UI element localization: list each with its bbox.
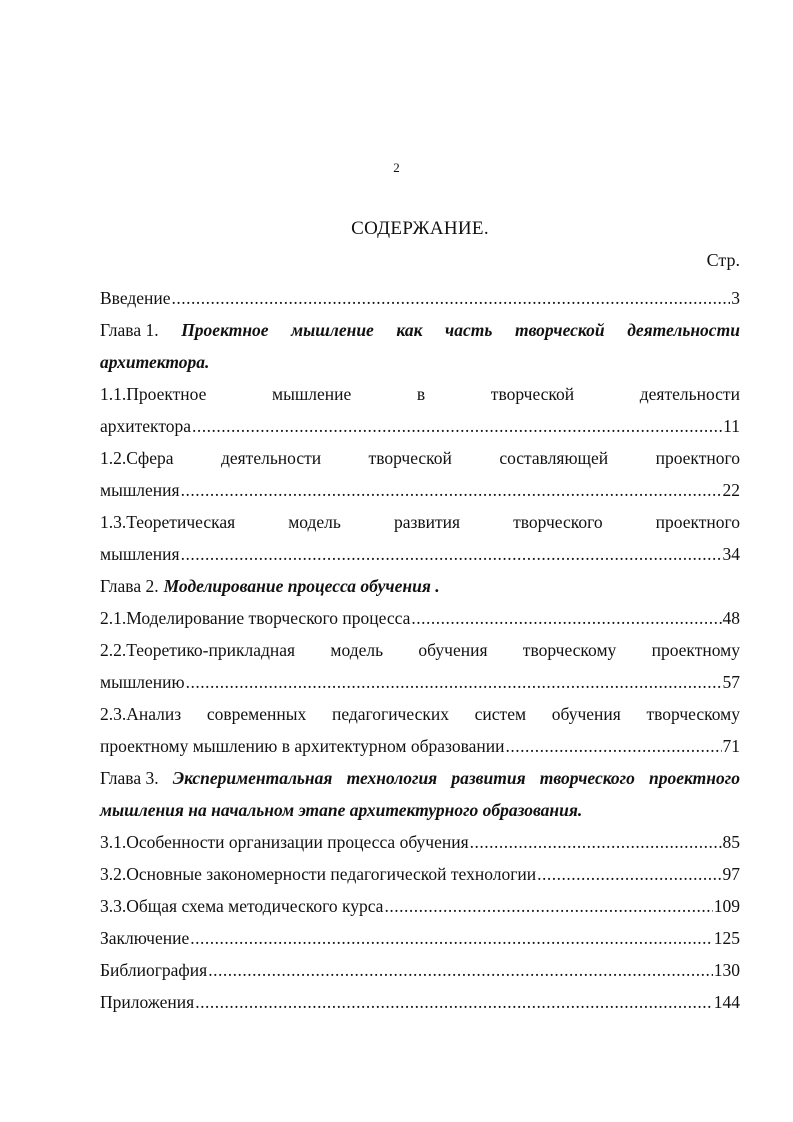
entry-word: мышление [272, 384, 352, 404]
entry-word: педагогических [331, 704, 449, 724]
toc-entry-conclusion [100, 922, 740, 954]
entry-word: развития [393, 512, 461, 532]
page-column-label: Стр. [706, 250, 740, 270]
dot-leader [537, 858, 721, 890]
chapter-title-word: часть [445, 320, 493, 340]
toc-entry-intro [100, 282, 740, 314]
dot-leader [384, 890, 712, 922]
chapter-prefix: Глава 3. [100, 768, 159, 788]
toc-entry-2-3-cont [100, 730, 740, 762]
toc-entry-page: 85 [722, 832, 740, 852]
chapter-title-word: как [396, 320, 423, 340]
table-of-contents [100, 282, 740, 1018]
entry-word: творческому [646, 704, 740, 724]
toc-entry-appendices [100, 986, 740, 1018]
page-title: СОДЕРЖАНИЕ. [351, 218, 489, 239]
entry-word: 1.2.Сфера [100, 448, 174, 468]
toc-entry-2-1 [100, 602, 740, 634]
entry-word: творческой [490, 384, 575, 404]
toc-entry-2-2-cont [100, 666, 740, 698]
entry-word: модель [288, 512, 341, 532]
entry-word: современных [206, 704, 307, 724]
dot-leader [186, 666, 722, 698]
chapter-title-word: Проектное [181, 320, 269, 340]
toc-entry-2-3 [100, 698, 740, 730]
toc-entry-page: 109 [713, 896, 740, 916]
dot-leader [181, 538, 722, 570]
entry-word: творческого [513, 512, 603, 532]
toc-entry-page: 144 [713, 992, 740, 1012]
dot-leader [470, 826, 722, 858]
entry-word: 1.1.Проектное [100, 384, 207, 404]
dot-leader [208, 954, 713, 986]
chapter-prefix: Глава 1. [100, 320, 159, 340]
chapter-title-word: развития [451, 768, 526, 788]
dot-leader [192, 410, 722, 442]
toc-entry-page: 48 [722, 608, 740, 628]
entry-word: составляющей [499, 448, 609, 468]
toc-entry-text: Заключение [100, 928, 190, 948]
entry-word: в [416, 384, 426, 404]
toc-entry-3-1 [100, 826, 740, 858]
toc-entry-1-3-cont [100, 538, 740, 570]
chapter-title-cont: архитектора. [100, 352, 210, 372]
page-number: 2 [393, 160, 400, 175]
entry-word: творческому [522, 640, 617, 660]
toc-entry-text: проектному мышлению в архитектурном образовании [100, 736, 505, 756]
chapter-title-cont: мышления на начальном этапе архитектурного образования. [100, 800, 583, 820]
chapter-title-word: Экспериментальная [172, 768, 333, 788]
toc-entry-page: 97 [722, 864, 740, 884]
dot-leader [181, 474, 722, 506]
toc-entry-page: 34 [722, 544, 740, 564]
entry-word: деятельности [639, 384, 740, 404]
toc-entry-text: мышления [100, 544, 180, 564]
dot-leader [190, 922, 713, 954]
toc-entry-bibliography [100, 954, 740, 986]
toc-chapter-1 [100, 314, 740, 346]
toc-entry-text: мышления [100, 480, 180, 500]
toc-entry-text: 2.1.Моделирование творческого процесса [100, 608, 411, 628]
toc-entry-1-3 [100, 506, 740, 538]
toc-entry-page: 57 [722, 672, 740, 692]
toc-chapter-1-cont [100, 346, 740, 378]
entry-word: 2.2.Теоретико-прикладная [100, 640, 296, 660]
toc-chapter-3-cont [100, 794, 740, 826]
toc-chapter-3 [100, 762, 740, 794]
toc-entry-text: мышлению [100, 672, 185, 692]
entry-word: обучения [551, 704, 621, 724]
dot-leader [172, 282, 731, 314]
toc-entry-3-2 [100, 858, 740, 890]
chapter-title-word: творческой [514, 320, 605, 340]
toc-entry-1-1-cont [100, 410, 740, 442]
toc-entry-1-2-cont [100, 474, 740, 506]
toc-entry-page: 3 [731, 288, 740, 308]
toc-entry-text: Введение [100, 288, 171, 308]
toc-entry-text: 3.2.Основные закономерности педагогической технологии [100, 864, 537, 884]
entry-word: систем [474, 704, 527, 724]
toc-entry-text: Приложения [100, 992, 195, 1012]
toc-entry-page: 125 [713, 928, 740, 948]
entry-word: творческой [368, 448, 452, 468]
toc-entry-1-1 [100, 378, 740, 410]
toc-entry-3-3 [100, 890, 740, 922]
toc-entry-page: 11 [723, 416, 740, 436]
chapter-title-word: творческого [539, 768, 635, 788]
chapter-title: Моделирование процесса обучения . [163, 576, 440, 596]
chapter-prefix: Глава 2. [100, 576, 159, 596]
chapter-title-word: проектного [649, 768, 740, 788]
entry-word: деятельности [220, 448, 322, 468]
entry-word: 2.3.Анализ [100, 704, 182, 724]
toc-entry-text: 3.3.Общая схема методического курса [100, 896, 384, 916]
dot-leader [195, 986, 713, 1018]
toc-entry-page: 130 [713, 960, 740, 980]
entry-word: проектного [655, 512, 740, 532]
toc-entry-1-2 [100, 442, 740, 474]
chapter-title-word: мышление [291, 320, 374, 340]
toc-entry-page: 71 [722, 736, 740, 756]
toc-entry-text: 3.1.Особенности организации процесса обучения [100, 832, 469, 852]
entry-word: проектному [651, 640, 740, 660]
entry-word: модель [330, 640, 384, 660]
entry-word: 1.3.Теоретическая [100, 512, 236, 532]
dot-leader [411, 602, 721, 634]
dot-leader [505, 730, 721, 762]
toc-entry-text: архитектора [100, 416, 192, 436]
chapter-title-word: деятельности [627, 320, 740, 340]
toc-chapter-2 [100, 570, 740, 602]
toc-entry-text: Библиография [100, 960, 208, 980]
chapter-title-word: технология [346, 768, 438, 788]
entry-word: обучения [418, 640, 488, 660]
toc-entry-2-2 [100, 634, 740, 666]
entry-word: проектного [655, 448, 740, 468]
toc-entry-page: 22 [722, 480, 740, 500]
